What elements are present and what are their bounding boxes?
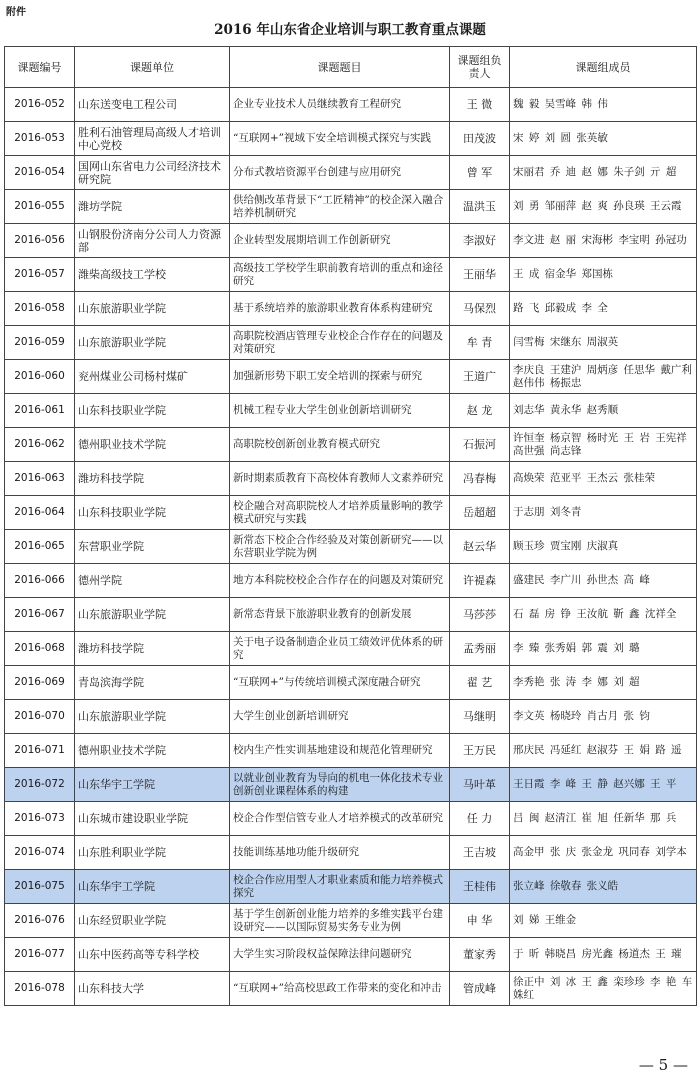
topic-leader: 牟 青 <box>450 326 510 360</box>
topic-leader: 李淑好 <box>450 224 510 258</box>
topic-code: 2016-059 <box>5 326 75 360</box>
topic-members: 石 磊 房 铮 王汝航 靳 鑫 沈祥全 <box>510 598 697 632</box>
table-row <box>5 530 697 564</box>
page-number: — 5 — <box>638 1056 688 1074</box>
topic-members: 于志朋 刘冬青 <box>510 496 697 530</box>
topic-title: “互联网+”视域下安全培训模式探究与实践 <box>230 122 450 156</box>
topic-code: 2016-056 <box>5 224 75 258</box>
topic-title: 供给侧改革背景下“工匠精神”的校企深入融合培养机制研究 <box>230 190 450 224</box>
topic-title: 技能训练基地功能升级研究 <box>230 836 450 870</box>
topic-unit: 山东胜利职业学院 <box>75 836 230 870</box>
topic-code: 2016-073 <box>5 802 75 836</box>
table-body <box>5 88 697 1006</box>
col-header-leader: 课题组负责人 <box>450 47 510 88</box>
table-row <box>5 870 697 904</box>
topic-title: 大学生创业创新培训研究 <box>230 700 450 734</box>
topic-leader: 赵云华 <box>450 530 510 564</box>
topic-leader: 马叶革 <box>450 768 510 802</box>
topic-unit: 山东旅游职业学院 <box>75 292 230 326</box>
topic-unit: 东营职业学院 <box>75 530 230 564</box>
topic-title: 新常态下校企合作经验及对策创新研究——以东营职业学院为例 <box>230 530 450 564</box>
topic-leader: 冯春梅 <box>450 462 510 496</box>
topic-unit: 山东科技职业学院 <box>75 496 230 530</box>
topic-leader: 王丽华 <box>450 258 510 292</box>
topic-code: 2016-078 <box>5 972 75 1006</box>
topic-code: 2016-062 <box>5 428 75 462</box>
page-title: 2016 年山东省企业培训与职工教育重点课题 <box>214 22 486 38</box>
table-row <box>5 122 697 156</box>
topic-members: 于 昕 韩晓昌 房光鑫 杨道杰 王 璀 <box>510 938 697 972</box>
topic-members: 盛建民 李广川 孙世杰 高 峰 <box>510 564 697 598</box>
table-row <box>5 462 697 496</box>
table-row <box>5 700 697 734</box>
topic-unit: 潍坊学院 <box>75 190 230 224</box>
topic-unit: 山东华宇工学院 <box>75 768 230 802</box>
topic-code: 2016-055 <box>5 190 75 224</box>
table-row <box>5 836 697 870</box>
topic-leader: 任 力 <box>450 802 510 836</box>
topic-leader: 曾 军 <box>450 156 510 190</box>
topic-members: 王日霞 李 峰 王 静 赵兴娜 王 平 <box>510 768 697 802</box>
topic-leader: 温洪玉 <box>450 190 510 224</box>
topic-leader: 王万民 <box>450 734 510 768</box>
col-header-unit: 课题单位 <box>75 47 230 88</box>
topic-title: 关于电子设备制造企业员工绩效评优体系的研究 <box>230 632 450 666</box>
topic-title: 企业转型发展期培训工作创新研究 <box>230 224 450 258</box>
topic-code: 2016-053 <box>5 122 75 156</box>
topic-title: 校企合作型信管专业人才培养模式的改革研究 <box>230 802 450 836</box>
topic-code: 2016-061 <box>5 394 75 428</box>
col-header-code: 课题编号 <box>5 47 75 88</box>
topic-unit: 潍柴高级技工学校 <box>75 258 230 292</box>
table-row <box>5 734 697 768</box>
topic-title: 校内生产性实训基地建设和规范化管理研究 <box>230 734 450 768</box>
topic-members: 李 臻 张秀娟 郭 震 刘 璐 <box>510 632 697 666</box>
topic-unit: 兖州煤业公司杨村煤矿 <box>75 360 230 394</box>
topic-code: 2016-070 <box>5 700 75 734</box>
topic-members: 宋 婷 刘 圆 张英敏 <box>510 122 697 156</box>
topic-members: 张立峰 徐敬春 张义皓 <box>510 870 697 904</box>
topic-unit: 山东科技大学 <box>75 972 230 1006</box>
table-row <box>5 938 697 972</box>
topic-members: 刘志华 黄永华 赵秀顺 <box>510 394 697 428</box>
table-row <box>5 360 697 394</box>
topic-code: 2016-068 <box>5 632 75 666</box>
table-row <box>5 292 697 326</box>
topic-leader: 翟 艺 <box>450 666 510 700</box>
table-row <box>5 190 697 224</box>
table-row <box>5 632 697 666</box>
table-row <box>5 768 697 802</box>
topic-members: 邢庆民 冯延红 赵淑芬 王 娟 路 遥 <box>510 734 697 768</box>
table-row <box>5 972 697 1006</box>
topic-unit: 山东旅游职业学院 <box>75 598 230 632</box>
topic-code: 2016-072 <box>5 768 75 802</box>
topic-title: 大学生实习阶段权益保障法律问题研究 <box>230 938 450 972</box>
topic-unit: 山东送变电工程公司 <box>75 88 230 122</box>
table-row <box>5 258 697 292</box>
table-header-row <box>5 47 697 88</box>
topic-title: 高级技工学校学生职前教育培训的重点和途径研究 <box>230 258 450 292</box>
topics-table <box>4 46 697 1006</box>
topic-code: 2016-074 <box>5 836 75 870</box>
topic-title: 校企融合对高职院校人才培养质量影响的教学模式研究与实践 <box>230 496 450 530</box>
topic-members: 李文英 杨晓玲 肖古月 张 钧 <box>510 700 697 734</box>
topic-title: 高职院校酒店管理专业校企合作存在的问题及对策研究 <box>230 326 450 360</box>
topic-leader: 马保烈 <box>450 292 510 326</box>
topic-title: 高职院校创新创业教育模式研究 <box>230 428 450 462</box>
topic-members: 魏 毅 吴雪峰 韩 伟 <box>510 88 697 122</box>
topic-unit: 山东华宇工学院 <box>75 870 230 904</box>
col-header-topic: 课题题目 <box>230 47 450 88</box>
topic-members: 许恒奎 杨京智 杨时光 王 岩 王宪祥 高世强 尚志锋 <box>510 428 697 462</box>
topic-code: 2016-076 <box>5 904 75 938</box>
topic-title: “互联网+”与传统培训模式深度融合研究 <box>230 666 450 700</box>
topic-unit: 潍坊科技学院 <box>75 462 230 496</box>
topic-leader: 岳超超 <box>450 496 510 530</box>
topic-unit: 青岛滨海学院 <box>75 666 230 700</box>
topic-code: 2016-069 <box>5 666 75 700</box>
topic-unit: 潍坊科技学院 <box>75 632 230 666</box>
topic-leader: 王道广 <box>450 360 510 394</box>
topic-leader: 管成峰 <box>450 972 510 1006</box>
topic-title: 地方本科院校校企合作存在的问题及对策研究 <box>230 564 450 598</box>
topic-leader: 马莎莎 <box>450 598 510 632</box>
topic-unit: 山东科技职业学院 <box>75 394 230 428</box>
topic-code: 2016-052 <box>5 88 75 122</box>
table-row <box>5 394 697 428</box>
topic-unit: 山东旅游职业学院 <box>75 326 230 360</box>
topic-unit: 山东经贸职业学院 <box>75 904 230 938</box>
table-row <box>5 904 697 938</box>
topic-code: 2016-063 <box>5 462 75 496</box>
topic-code: 2016-058 <box>5 292 75 326</box>
topic-code: 2016-064 <box>5 496 75 530</box>
topic-title: 加强新形势下职工安全培训的探索与研究 <box>230 360 450 394</box>
topic-title: 基于学生创新创业能力培养的多维实践平台建设研究——以国际贸易实务专业为例 <box>230 904 450 938</box>
topic-leader: 申 华 <box>450 904 510 938</box>
topic-code: 2016-067 <box>5 598 75 632</box>
topic-members: 李庆良 王建沪 周炳彦 任思华 戴广利 赵伟伟 杨振忠 <box>510 360 697 394</box>
topic-members: 高焕荣 范亚平 王杰云 张桂荣 <box>510 462 697 496</box>
table-row <box>5 224 697 258</box>
topic-title: 企业专业技术人员继续教育工程研究 <box>230 88 450 122</box>
topic-leader: 许褆森 <box>450 564 510 598</box>
table-row <box>5 326 697 360</box>
topic-members: 刘 勇 邹丽萍 赵 爽 孙良瑛 王云霞 <box>510 190 697 224</box>
table-row <box>5 802 697 836</box>
table-row <box>5 496 697 530</box>
topic-members: 徐正中 刘 冰 王 鑫 栾珍珍 李 艳 车姝红 <box>510 972 697 1006</box>
topic-leader: 孟秀丽 <box>450 632 510 666</box>
topic-unit: 德州职业技术学院 <box>75 428 230 462</box>
topic-members: 吕 闽 赵清江 崔 旭 任新华 那 兵 <box>510 802 697 836</box>
topic-code: 2016-066 <box>5 564 75 598</box>
topic-members: 顾玉珍 贾宝刚 庆淑真 <box>510 530 697 564</box>
topic-title: “互联网+”给高校思政工作带来的变化和冲击 <box>230 972 450 1006</box>
topic-leader: 马继明 <box>450 700 510 734</box>
topic-code: 2016-060 <box>5 360 75 394</box>
topic-members: 高金甲 张 庆 张金龙 巩同春 刘学本 <box>510 836 697 870</box>
topic-members: 王 成 宿金华 郑国栋 <box>510 258 697 292</box>
topic-title: 新时期素质教育下高校体育教师人文素养研究 <box>230 462 450 496</box>
table-row <box>5 156 697 190</box>
topic-leader: 董家秀 <box>450 938 510 972</box>
topic-title: 分布式教培资源平台创建与应用研究 <box>230 156 450 190</box>
topic-title: 以就业创业教育为导向的机电一体化技术专业创新创业课程体系的构建 <box>230 768 450 802</box>
topic-code: 2016-075 <box>5 870 75 904</box>
topic-unit: 德州学院 <box>75 564 230 598</box>
attachment-label: 附件 <box>6 7 26 18</box>
topic-unit: 胜利石油管理局高级人才培训中心党校 <box>75 122 230 156</box>
topic-unit: 国网山东省电力公司经济技术研究院 <box>75 156 230 190</box>
topic-unit: 山钢股份济南分公司人力资源部 <box>75 224 230 258</box>
topic-code: 2016-057 <box>5 258 75 292</box>
topic-leader: 田茂波 <box>450 122 510 156</box>
topic-members: 李秀艳 张 涛 李 娜 刘 超 <box>510 666 697 700</box>
topic-code: 2016-065 <box>5 530 75 564</box>
topic-unit: 德州职业技术学院 <box>75 734 230 768</box>
table-row <box>5 598 697 632</box>
topic-members: 李文进 赵 丽 宋海彬 李宝明 孙冠功 <box>510 224 697 258</box>
topic-title: 校企合作应用型人才职业素质和能力培养模式探究 <box>230 870 450 904</box>
topic-leader: 石振河 <box>450 428 510 462</box>
topic-title: 基于系统培养的旅游职业教育体系构建研究 <box>230 292 450 326</box>
topic-unit: 山东旅游职业学院 <box>75 700 230 734</box>
topic-leader: 王 微 <box>450 88 510 122</box>
col-header-members: 课题组成员 <box>510 47 697 88</box>
topic-title: 新常态背景下旅游职业教育的创新发展 <box>230 598 450 632</box>
table-row <box>5 428 697 462</box>
topic-members: 路 飞 邱毅成 李 全 <box>510 292 697 326</box>
topic-leader: 王吉坡 <box>450 836 510 870</box>
table-row <box>5 666 697 700</box>
topic-code: 2016-071 <box>5 734 75 768</box>
topic-code: 2016-054 <box>5 156 75 190</box>
table-row <box>5 564 697 598</box>
table-row <box>5 88 697 122</box>
topic-leader: 王桂伟 <box>450 870 510 904</box>
topic-members: 闫雪梅 宋继东 周淑英 <box>510 326 697 360</box>
topic-unit: 山东城市建设职业学院 <box>75 802 230 836</box>
topic-unit: 山东中医药高等专科学校 <box>75 938 230 972</box>
topic-members: 刘 娣 王维金 <box>510 904 697 938</box>
topic-leader: 赵 龙 <box>450 394 510 428</box>
topic-code: 2016-077 <box>5 938 75 972</box>
topic-title: 机械工程专业大学生创业创新培训研究 <box>230 394 450 428</box>
topic-members: 宋丽君 乔 迪 赵 娜 朱子剑 亓 超 <box>510 156 697 190</box>
